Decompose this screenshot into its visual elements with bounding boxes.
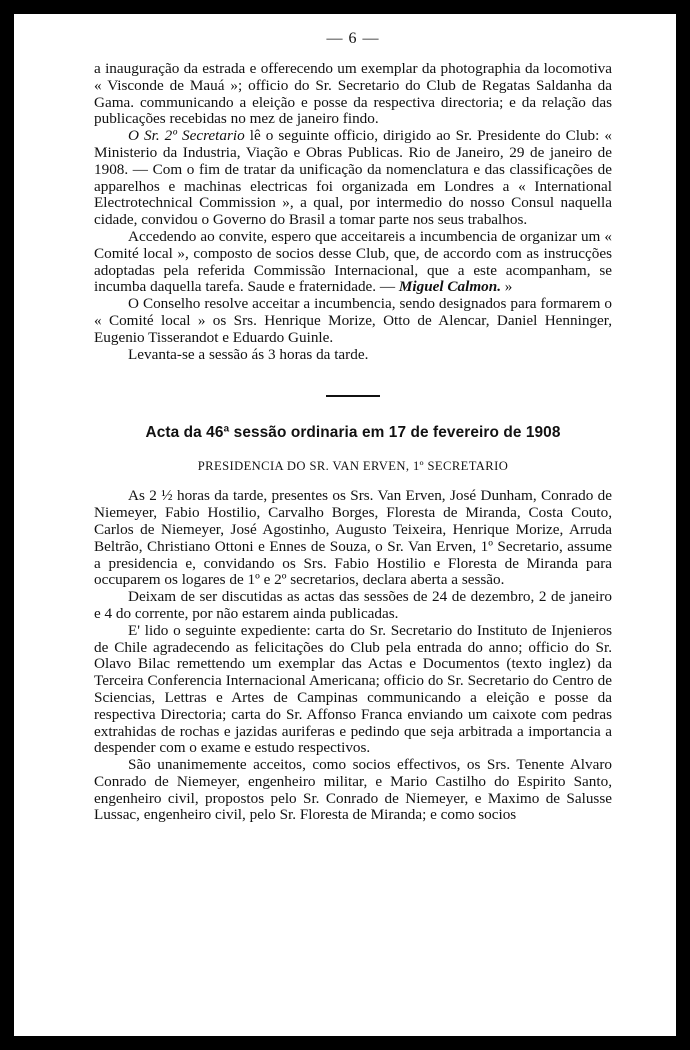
paragraph-officio [94,128,612,229]
document-page [14,14,676,1036]
paragraph-presentes: As 2 ½ horas da tarde, presentes os Srs. Van Erven, José Dunham, Conrado de Niemeyer, Fabio Hostilio, Carvalho Borges, Floresta de Miranda, Costa Couto, Carlos de Niemeyer, José Agostinho, Augusto Teixeira, Henrique Morize, Arruda Beltrão, Christiano Ottoni e Ennes de Souza, o Sr. Van Erven, 1º Secretario, assume a presidencia e, convidando os Srs. Fabio Hostilio e Floresta de Miranda para occuparem os logares de 1º e 2º secretarios, declara aberta a sessão. [94,487,612,589]
convite-text: Accedendo ao convite, espero que acceitareis a incumbencia de organizar um « Comité local », composto de socios desse Club, que, de accordo com as instrucções adoptadas pela referida Commissão Internacional, que a este acompanham, se incumba daquella tarefa. Saude e fraternidade. — [94,227,612,296]
speaker-label: O Sr. 2º Secretario [128,127,245,145]
signature-name: Miguel Calmon. [398,278,501,296]
presidencia-subheading: PRESIDENCIA DO SR. VAN ERVEN, 1º SECRETARIO [197,459,509,474]
paragraph-socios: São unanimemente acceitos, como socios effectivos, os Srs. Tenente Alvaro Conrado de Niemeyer, engenheiro militar, e Mario Castilho do Espirito Santo, engenheiro civil, propostos pelo Sr. Conrado de Niemeyer, e Maximo de Salusse Lussac, engenheiro civil, pelo Sr. Floresta de Miranda; e como socios [94,756,612,824]
page-content [94,14,612,824]
paragraph-actas: Deixam de ser discutidas as actas das sessões de 24 de dezembro, 2 de janeiro e 4 do corrente, por não estarem ainda publicadas. [94,588,612,622]
paragraph-levanta: Levanta-se a sessão ás 3 horas da tarde. [128,345,369,363]
officio-text: lê o seguinte officio, dirigido ao Sr. Presidente do Club: « Ministerio da Industria, Viação e Obras Publicas. Rio de Janeiro, 29 de janeiro de 1908. — Com o fim de tratar da unificação da nomenclatura e das classificações de apparelhos e machinas electricas foi organizada em Londres a « International Electrotechnical Commission », a qual, por intermedio do nosso Consul naquella cidade, convidou o Governo do Brasil a tomar parte nos seus trabalhos. [94,127,612,229]
paragraph-expediente: E' lido o seguinte expediente: carta do Sr. Secretario do Instituto de Injenieros de Chile agradecendo as felicitações do Club pela entrada do anno; officio do Sr. Olavo Bilac remettendo um exemplar das Actas e Documentos (texto inglez) da Terceira Conferencia Internacional Americana; officio do Sr. Secretario do Centro de Sciencias, Lettras e Artes de Campinas communicando a eleição e posse da respectiva Directoria; carta do Sr. Affonso Franca enviando um caixote com pedras extrahidas de rochas e jazidas auriferas e pedindo que seja arbitrada a importancia a despender com o exame e estudo respectivos. [94,621,612,757]
paragraph-continuation: a inauguração da estrada e offerecendo um exemplar da photographia da locomotiva « Visconde de Mauá »; officio do Sr. Secretario do Club de Regatas Saldanha da Gama. communicando a eleição e posse da respectiva directoria; e da relação das publicações recebidas no mez de janeiro findo. [94,60,612,128]
page-number: — 6 — [326,30,380,47]
section-divider [326,395,380,397]
paragraph-convite [94,229,612,296]
closing-quote: » [501,278,513,296]
paragraph-conselho: O Conselho resolve acceitar a incumbencia, sendo designados para formarem o « Comité local » os Srs. Henrique Morize, Otto de Alencar, Daniel Henninger, Eugenio Tisserandot e Eduardo Guinle. [94,295,612,346]
acta-heading: Acta da 46ª sessão ordinaria em 17 de fevereiro de 1908 [145,424,561,442]
